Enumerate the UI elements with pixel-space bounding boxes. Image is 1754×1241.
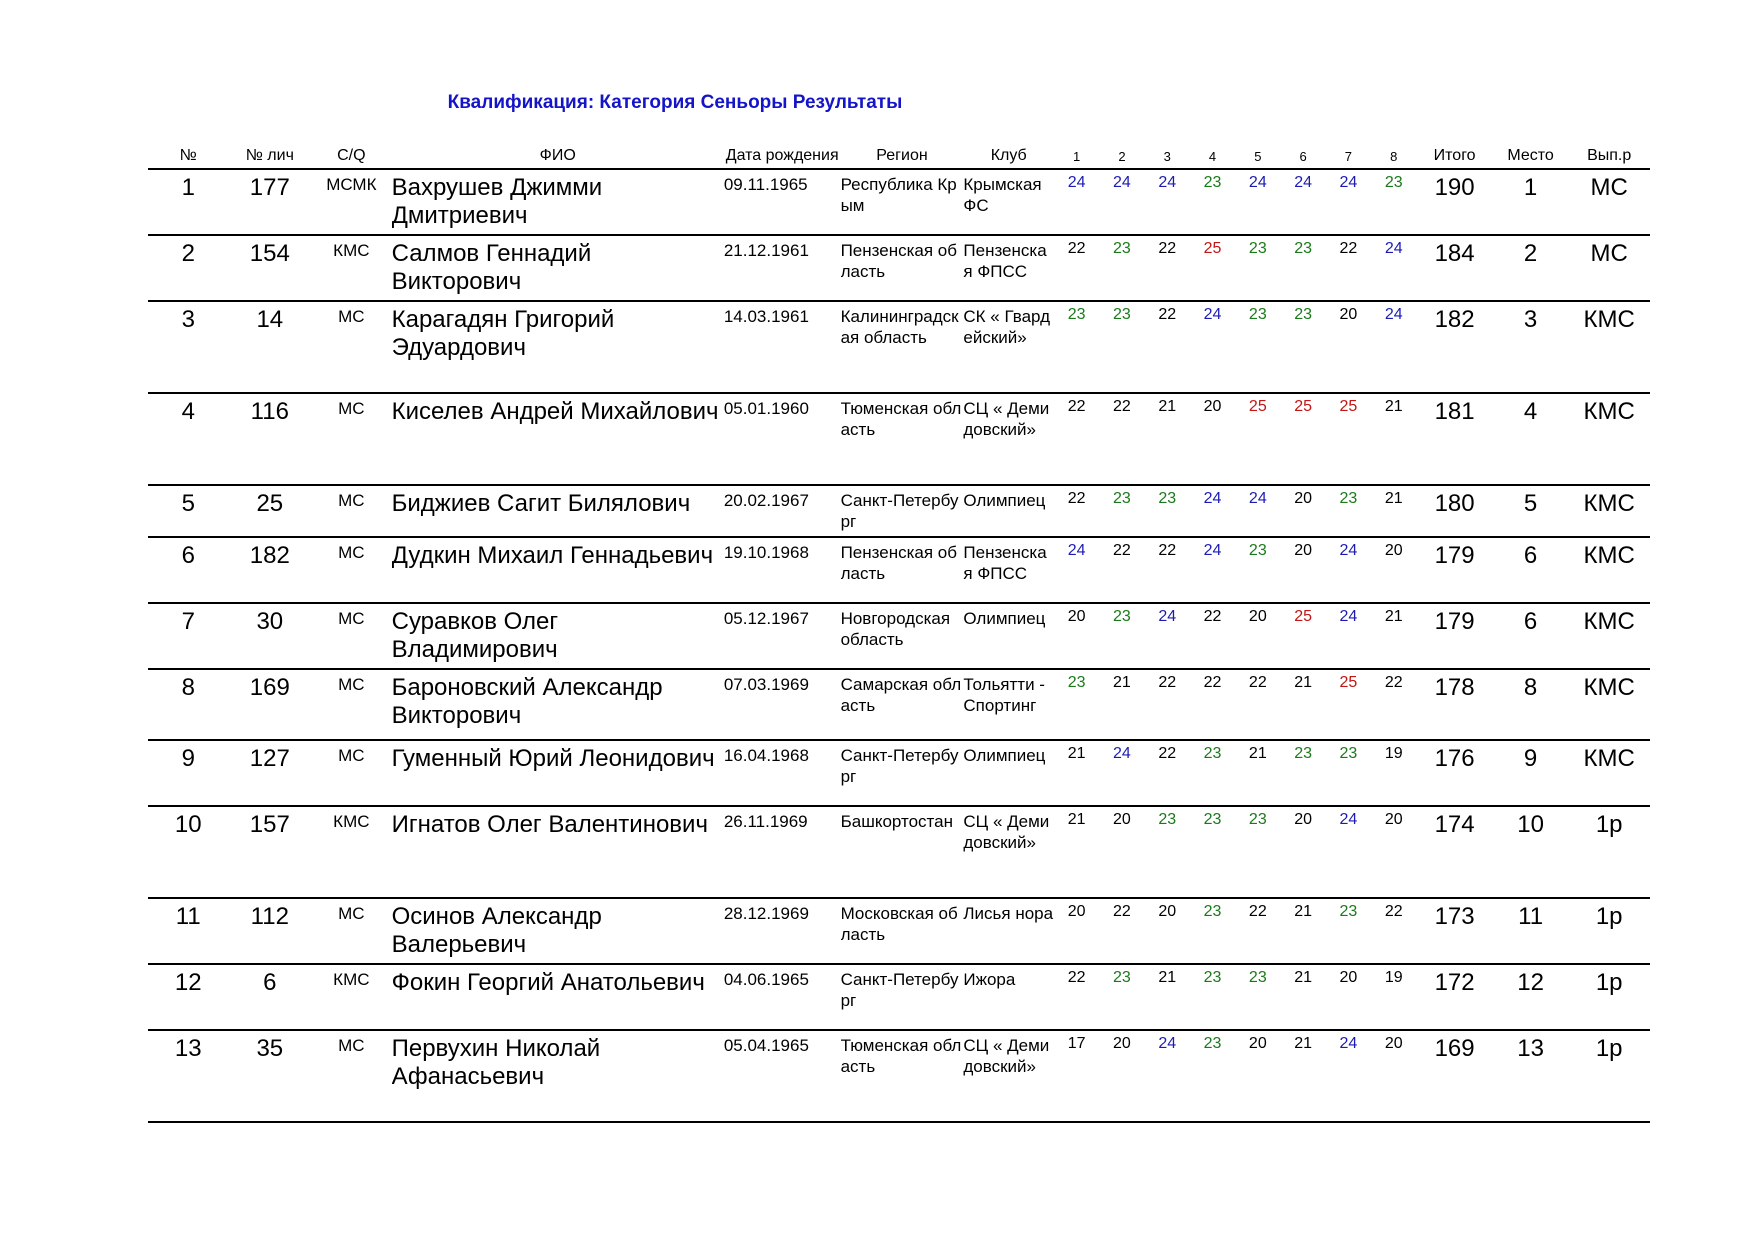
total-score: 181 [1416, 393, 1493, 485]
total-score: 184 [1416, 235, 1493, 301]
athlete-name: Осинов Александр Валерьевич [392, 898, 724, 964]
series-score-4: 23 [1190, 740, 1235, 806]
series-score-4: 22 [1190, 603, 1235, 669]
series-score-7: 23 [1326, 898, 1371, 964]
series-score-6: 20 [1280, 806, 1325, 898]
series-score-2: 23 [1099, 485, 1144, 537]
results-body [148, 169, 1650, 1122]
total-score: 179 [1416, 603, 1493, 669]
header-shot-4: 4 [1190, 146, 1235, 169]
birth-date: 21.12.1961 [724, 235, 841, 301]
series-score-5: 20 [1235, 1030, 1280, 1122]
row-number: 2 [148, 235, 229, 301]
header-cq: C/Q [311, 146, 392, 169]
series-score-5: 23 [1235, 964, 1280, 1030]
series-score-3: 23 [1145, 485, 1190, 537]
total-score: 173 [1416, 898, 1493, 964]
series-score-1: 22 [1054, 393, 1099, 485]
row-number: 8 [148, 669, 229, 740]
qualification: МС [311, 485, 392, 537]
place: 6 [1493, 603, 1569, 669]
series-score-2: 20 [1099, 1030, 1144, 1122]
place: 5 [1493, 485, 1569, 537]
series-score-7: 24 [1326, 537, 1371, 603]
series-score-4: 24 [1190, 301, 1235, 393]
club: Олимпиец [963, 740, 1054, 806]
row-number: 7 [148, 603, 229, 669]
rank-achieved: КМС [1568, 740, 1650, 806]
series-score-6: 23 [1280, 740, 1325, 806]
series-score-7: 24 [1326, 806, 1371, 898]
series-score-3: 22 [1145, 235, 1190, 301]
club: Пензенская ФПСС [963, 537, 1054, 603]
header-club: Клуб [963, 146, 1054, 169]
header-num: № [148, 146, 229, 169]
row-number: 6 [148, 537, 229, 603]
place: 10 [1493, 806, 1569, 898]
row-number: 4 [148, 393, 229, 485]
series-score-5: 25 [1235, 393, 1280, 485]
qualification: МСМК [311, 169, 392, 235]
row-number: 5 [148, 485, 229, 537]
region: Самарская область [841, 669, 964, 740]
birth-date: 16.04.1968 [724, 740, 841, 806]
qualification: МС [311, 669, 392, 740]
series-score-5: 22 [1235, 669, 1280, 740]
rank-achieved: 1р [1568, 964, 1650, 1030]
club: СЦ « Демидовский» [963, 393, 1054, 485]
row-number: 13 [148, 1030, 229, 1122]
region: Санкт-Петербург [841, 964, 964, 1030]
athlete-name: Бароновский Александр Викторович [392, 669, 724, 740]
region: Санкт-Петербург [841, 740, 964, 806]
series-score-1: 20 [1054, 603, 1099, 669]
series-score-3: 21 [1145, 393, 1190, 485]
series-score-8: 20 [1371, 806, 1416, 898]
license-number: 154 [229, 235, 312, 301]
series-score-6: 23 [1280, 301, 1325, 393]
series-score-4: 25 [1190, 235, 1235, 301]
birth-date: 09.11.1965 [724, 169, 841, 235]
total-score: 174 [1416, 806, 1493, 898]
row-number: 11 [148, 898, 229, 964]
series-score-8: 21 [1371, 485, 1416, 537]
athlete-name: Салмов Геннадий Викторович [392, 235, 724, 301]
series-score-1: 22 [1054, 485, 1099, 537]
series-score-7: 22 [1326, 235, 1371, 301]
series-score-2: 24 [1099, 169, 1144, 235]
series-score-1: 21 [1054, 806, 1099, 898]
header-place: Место [1493, 146, 1569, 169]
series-score-8: 24 [1371, 235, 1416, 301]
table-row [148, 603, 1650, 669]
header-shot-7: 7 [1326, 146, 1371, 169]
birth-date: 19.10.1968 [724, 537, 841, 603]
birth-date: 07.03.1969 [724, 669, 841, 740]
total-score: 172 [1416, 964, 1493, 1030]
series-score-1: 22 [1054, 964, 1099, 1030]
series-score-8: 24 [1371, 301, 1416, 393]
header-fio: ФИО [392, 146, 724, 169]
total-score: 176 [1416, 740, 1493, 806]
series-score-8: 21 [1371, 603, 1416, 669]
qualification: МС [311, 898, 392, 964]
place: 4 [1493, 393, 1569, 485]
series-score-3: 23 [1145, 806, 1190, 898]
table-row [148, 485, 1650, 537]
row-number: 12 [148, 964, 229, 1030]
total-score: 180 [1416, 485, 1493, 537]
row-number: 1 [148, 169, 229, 235]
series-score-8: 20 [1371, 537, 1416, 603]
row-number: 9 [148, 740, 229, 806]
series-score-1: 23 [1054, 669, 1099, 740]
series-score-6: 25 [1280, 393, 1325, 485]
series-score-4: 23 [1190, 964, 1235, 1030]
rank-achieved: 1р [1568, 806, 1650, 898]
table-row [148, 898, 1650, 964]
qualification: КМС [311, 806, 392, 898]
region: Тюменская область [841, 1030, 964, 1122]
club: Пензенская ФПСС [963, 235, 1054, 301]
license-number: 157 [229, 806, 312, 898]
table-row [148, 740, 1650, 806]
birth-date: 04.06.1965 [724, 964, 841, 1030]
club: Крымская ФС [963, 169, 1054, 235]
total-score: 178 [1416, 669, 1493, 740]
rank-achieved: КМС [1568, 537, 1650, 603]
qualification: МС [311, 393, 392, 485]
series-score-7: 25 [1326, 669, 1371, 740]
athlete-name: Биджиев Сагит Билялович [392, 485, 724, 537]
rank-achieved: КМС [1568, 393, 1650, 485]
series-score-1: 22 [1054, 235, 1099, 301]
athlete-name: Вахрушев Джимми Дмитриевич [392, 169, 724, 235]
license-number: 177 [229, 169, 312, 235]
qualification: МС [311, 1030, 392, 1122]
header-shot-5: 5 [1235, 146, 1280, 169]
series-score-4: 20 [1190, 393, 1235, 485]
athlete-name: Суравков Олег Владимирович [392, 603, 724, 669]
table-row [148, 393, 1650, 485]
club: СК « Гвардейский» [963, 301, 1054, 393]
place: 13 [1493, 1030, 1569, 1122]
header-rank: Вып.р [1568, 146, 1650, 169]
birth-date: 26.11.1969 [724, 806, 841, 898]
table-row [148, 169, 1650, 235]
series-score-2: 21 [1099, 669, 1144, 740]
club: СЦ « Демидовский» [963, 806, 1054, 898]
row-number: 3 [148, 301, 229, 393]
series-score-7: 20 [1326, 964, 1371, 1030]
rank-achieved: 1р [1568, 1030, 1650, 1122]
series-score-5: 23 [1235, 301, 1280, 393]
qualification: МС [311, 740, 392, 806]
series-score-5: 23 [1235, 235, 1280, 301]
athlete-name: Первухин Николай Афанасьевич [392, 1030, 724, 1122]
license-number: 169 [229, 669, 312, 740]
series-score-6: 21 [1280, 898, 1325, 964]
results-table [148, 146, 1650, 1123]
series-score-7: 25 [1326, 393, 1371, 485]
rank-achieved: КМС [1568, 301, 1650, 393]
series-score-8: 19 [1371, 740, 1416, 806]
series-score-2: 23 [1099, 235, 1144, 301]
series-score-1: 24 [1054, 169, 1099, 235]
series-score-5: 23 [1235, 537, 1280, 603]
series-score-2: 23 [1099, 301, 1144, 393]
total-score: 179 [1416, 537, 1493, 603]
table-row [148, 806, 1650, 898]
place: 1 [1493, 169, 1569, 235]
total-score: 182 [1416, 301, 1493, 393]
series-score-5: 23 [1235, 806, 1280, 898]
athlete-name: Карагадян Григорий Эдуардович [392, 301, 724, 393]
header-shot-8: 8 [1371, 146, 1416, 169]
series-score-5: 21 [1235, 740, 1280, 806]
region: Республика Крым [841, 169, 964, 235]
birth-date: 05.12.1967 [724, 603, 841, 669]
place: 11 [1493, 898, 1569, 964]
series-score-7: 23 [1326, 740, 1371, 806]
series-score-1: 24 [1054, 537, 1099, 603]
club: Лисья нора [963, 898, 1054, 964]
header-dob: Дата рождения [724, 146, 841, 169]
table-row [148, 301, 1650, 393]
series-score-8: 20 [1371, 1030, 1416, 1122]
series-score-8: 22 [1371, 669, 1416, 740]
series-score-3: 20 [1145, 898, 1190, 964]
series-score-6: 21 [1280, 964, 1325, 1030]
series-score-8: 21 [1371, 393, 1416, 485]
series-score-2: 24 [1099, 740, 1144, 806]
rank-achieved: КМС [1568, 485, 1650, 537]
series-score-5: 20 [1235, 603, 1280, 669]
license-number: 112 [229, 898, 312, 964]
birth-date: 05.04.1965 [724, 1030, 841, 1122]
place: 12 [1493, 964, 1569, 1030]
series-score-2: 23 [1099, 964, 1144, 1030]
series-score-4: 22 [1190, 669, 1235, 740]
series-score-3: 22 [1145, 740, 1190, 806]
series-score-4: 23 [1190, 1030, 1235, 1122]
table-row [148, 537, 1650, 603]
region: Московская область [841, 898, 964, 964]
region: Новгородская область [841, 603, 964, 669]
series-score-7: 23 [1326, 485, 1371, 537]
header-lic: № лич [229, 146, 312, 169]
series-score-6: 23 [1280, 235, 1325, 301]
athlete-name: Игнатов Олег Валентинович [392, 806, 724, 898]
table-row [148, 1030, 1650, 1122]
header-shot-1: 1 [1054, 146, 1099, 169]
series-score-4: 23 [1190, 169, 1235, 235]
license-number: 14 [229, 301, 312, 393]
series-score-1: 23 [1054, 301, 1099, 393]
athlete-name: Гуменный Юрий Леонидович [392, 740, 724, 806]
qualification: МС [311, 603, 392, 669]
series-score-1: 21 [1054, 740, 1099, 806]
rank-achieved: МС [1568, 169, 1650, 235]
region: Пензенская область [841, 537, 964, 603]
athlete-name: Дудкин Михаил Геннадьевич [392, 537, 724, 603]
series-score-3: 21 [1145, 964, 1190, 1030]
series-score-6: 25 [1280, 603, 1325, 669]
row-number: 10 [148, 806, 229, 898]
series-score-4: 23 [1190, 898, 1235, 964]
place: 8 [1493, 669, 1569, 740]
series-score-8: 23 [1371, 169, 1416, 235]
rank-achieved: КМС [1568, 669, 1650, 740]
series-score-3: 22 [1145, 301, 1190, 393]
series-score-4: 23 [1190, 806, 1235, 898]
rank-achieved: 1р [1568, 898, 1650, 964]
region: Тюменская область [841, 393, 964, 485]
license-number: 35 [229, 1030, 312, 1122]
rank-achieved: КМС [1568, 603, 1650, 669]
table-row [148, 964, 1650, 1030]
series-score-8: 22 [1371, 898, 1416, 964]
series-score-3: 24 [1145, 1030, 1190, 1122]
series-score-6: 20 [1280, 485, 1325, 537]
page-title: Квалификация: Категория Сеньоры Результаты [447, 92, 903, 113]
birth-date: 05.01.1960 [724, 393, 841, 485]
club: Олимпиец [963, 603, 1054, 669]
club: Тольятти - Спортинг [963, 669, 1054, 740]
series-score-4: 24 [1190, 537, 1235, 603]
series-score-7: 24 [1326, 603, 1371, 669]
series-score-6: 21 [1280, 1030, 1325, 1122]
series-score-7: 20 [1326, 301, 1371, 393]
series-score-7: 24 [1326, 1030, 1371, 1122]
table-row [148, 235, 1650, 301]
total-score: 169 [1416, 1030, 1493, 1122]
series-score-1: 17 [1054, 1030, 1099, 1122]
series-score-5: 22 [1235, 898, 1280, 964]
license-number: 182 [229, 537, 312, 603]
place: 2 [1493, 235, 1569, 301]
qualification: КМС [311, 964, 392, 1030]
athlete-name: Фокин Георгий Анатольевич [392, 964, 724, 1030]
series-score-3: 24 [1145, 169, 1190, 235]
series-score-1: 20 [1054, 898, 1099, 964]
place: 3 [1493, 301, 1569, 393]
series-score-6: 24 [1280, 169, 1325, 235]
table-row [148, 669, 1650, 740]
region: Калининградская область [841, 301, 964, 393]
header-region: Регион [841, 146, 964, 169]
license-number: 30 [229, 603, 312, 669]
series-score-2: 20 [1099, 806, 1144, 898]
club: Ижора [963, 964, 1054, 1030]
series-score-7: 24 [1326, 169, 1371, 235]
birth-date: 20.02.1967 [724, 485, 841, 537]
license-number: 6 [229, 964, 312, 1030]
series-score-3: 22 [1145, 537, 1190, 603]
qualification: МС [311, 537, 392, 603]
license-number: 116 [229, 393, 312, 485]
series-score-5: 24 [1235, 169, 1280, 235]
license-number: 25 [229, 485, 312, 537]
series-score-2: 23 [1099, 603, 1144, 669]
series-score-4: 24 [1190, 485, 1235, 537]
series-score-8: 19 [1371, 964, 1416, 1030]
club: Олимпиец [963, 485, 1054, 537]
series-score-2: 22 [1099, 537, 1144, 603]
series-score-3: 22 [1145, 669, 1190, 740]
athlete-name: Киселев Андрей Михайлович [392, 393, 724, 485]
series-score-5: 24 [1235, 485, 1280, 537]
qualification: МС [311, 301, 392, 393]
region: Санкт-Петербург [841, 485, 964, 537]
header-shot-6: 6 [1280, 146, 1325, 169]
region: Пензенская область [841, 235, 964, 301]
total-score: 190 [1416, 169, 1493, 235]
series-score-3: 24 [1145, 603, 1190, 669]
series-score-2: 22 [1099, 393, 1144, 485]
series-score-2: 22 [1099, 898, 1144, 964]
place: 6 [1493, 537, 1569, 603]
header-row [148, 146, 1650, 169]
rank-achieved: МС [1568, 235, 1650, 301]
club: СЦ « Демидовский» [963, 1030, 1054, 1122]
header-shot-2: 2 [1099, 146, 1144, 169]
birth-date: 14.03.1961 [724, 301, 841, 393]
header-shot-3: 3 [1145, 146, 1190, 169]
header-total: Итого [1416, 146, 1493, 169]
place: 9 [1493, 740, 1569, 806]
series-score-6: 20 [1280, 537, 1325, 603]
qualification: КМС [311, 235, 392, 301]
series-score-6: 21 [1280, 669, 1325, 740]
birth-date: 28.12.1969 [724, 898, 841, 964]
region: Башкортостан [841, 806, 964, 898]
license-number: 127 [229, 740, 312, 806]
